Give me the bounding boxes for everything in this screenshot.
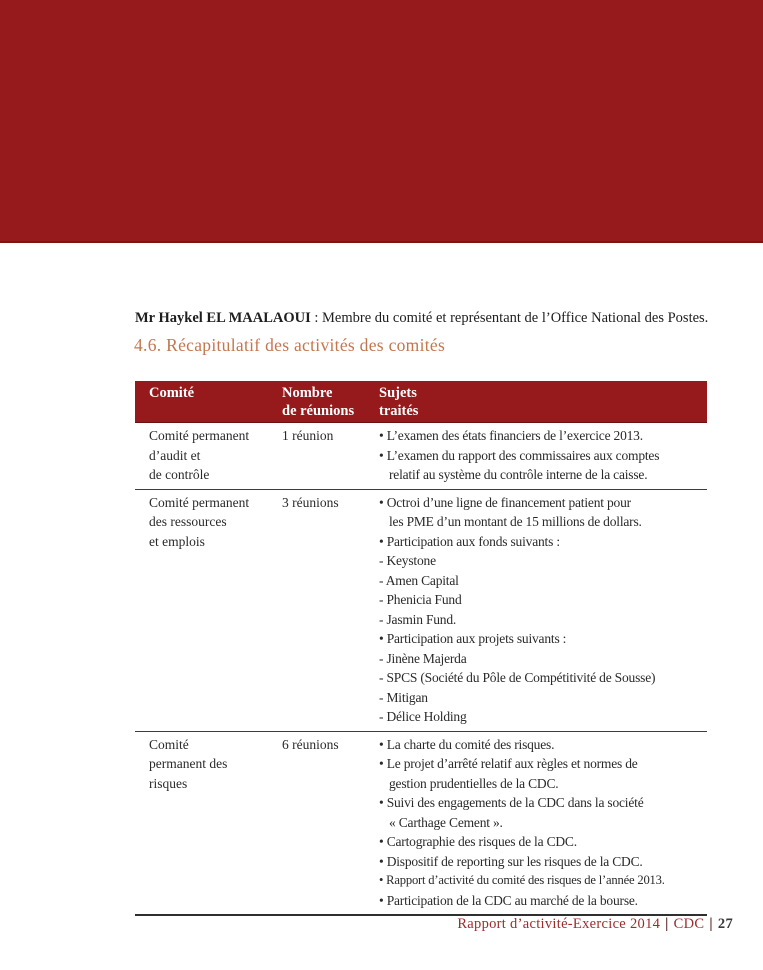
subject-line: • Participation aux fonds suivants : — [379, 533, 560, 549]
table-row-risks-committee — [135, 731, 707, 915]
committee-name-cell — [135, 731, 282, 915]
subject-line: - Délice Holding — [379, 709, 467, 724]
subject-line: • Le projet d’arrêté relatif aux règles et normes de — [379, 756, 638, 771]
subject-line: relatif au système du contrôle interne de la caisse. — [389, 467, 648, 482]
meetings-count-cell — [282, 423, 379, 490]
subjects-cell — [379, 489, 707, 731]
subject-line: - Amen Capital — [379, 572, 459, 588]
committee-name-line: Comité permanent — [149, 494, 250, 510]
meetings-count: 1 réunion — [282, 428, 334, 443]
subjects-cell — [379, 731, 707, 915]
committees-table — [135, 381, 707, 916]
subject-line: - Mitigan — [379, 689, 428, 705]
footer-separator: | — [709, 916, 713, 932]
subject-line: • Octroi d’une ligne de financement patient pour — [379, 494, 631, 510]
footer-org-label: CDC — [673, 916, 705, 932]
committee-name-line: risques — [149, 775, 188, 791]
header-meetings-line1: Nombre — [282, 385, 333, 401]
header-meetings-line2: de réunions — [282, 403, 355, 419]
table-header-row — [135, 381, 707, 423]
meetings-count: 6 réunions — [282, 736, 339, 752]
subject-line: • Participation de la CDC au marché de la bourse. — [379, 892, 638, 908]
committee-name-line: permanent des — [149, 756, 228, 771]
page-footer — [457, 916, 733, 933]
footer-separator: | — [665, 916, 669, 932]
footer-report-label: Rapport d’activité-Exercice 2014 — [457, 916, 661, 932]
committee-name-cell — [135, 423, 282, 490]
header-subjects-line2: traités — [379, 403, 419, 419]
committee-name-line: Comité — [149, 736, 189, 752]
header-committee-label: Comité — [149, 385, 195, 401]
member-name: Mr Haykel EL MAALAOUI — [135, 309, 311, 326]
committees-table-container — [135, 381, 707, 916]
subject-line: les PME d’un montant de 15 millions de dollars. — [389, 514, 642, 529]
subject-line: • Dispositif de reporting sur les risques de la CDC. — [379, 853, 643, 869]
top-red-banner — [0, 0, 763, 243]
header-committee — [135, 381, 282, 423]
table-row-audit-committee — [135, 423, 707, 490]
subject-line: - Jasmin Fund. — [379, 611, 457, 627]
meetings-count-cell — [282, 489, 379, 731]
subjects-cell — [379, 423, 707, 490]
subject-line: • Suivi des engagements de la CDC dans la société — [379, 795, 644, 810]
subject-line: • Rapport d’activité du comité des risques de l’année 2013. — [379, 873, 665, 887]
subject-line: • La charte du comité des risques. — [379, 736, 555, 752]
member-description — [135, 309, 735, 327]
committee-name-line: d’audit et — [149, 447, 201, 463]
section-title: 4.6. Récapitulatif des activités des comités — [134, 335, 446, 355]
committee-name-cell — [135, 489, 282, 731]
subject-line: - SPCS (Société du Pôle de Compétitivité de Sousse) — [379, 670, 656, 685]
meetings-count-cell — [282, 731, 379, 915]
member-role-text: : Membre du comité et représentant de l’Office National des Postes. — [310, 309, 709, 326]
page-number: 27 — [717, 916, 733, 932]
meetings-count: 3 réunions — [282, 494, 339, 510]
subject-line: • L’examen du rapport des commissaires aux comptes — [379, 447, 660, 463]
table-row-resources-committee — [135, 489, 707, 731]
subject-line: « Carthage Cement ». — [389, 814, 503, 830]
header-meetings — [282, 381, 379, 423]
header-subjects — [379, 381, 707, 423]
subject-line: - Jinène Majerda — [379, 650, 467, 666]
subject-line: • Participation aux projets suivants : — [379, 631, 567, 646]
subject-line: gestion prudentielles de la CDC. — [389, 775, 559, 791]
subject-line: • Cartographie des risques de la CDC. — [379, 834, 577, 849]
subject-line: - Keystone — [379, 553, 436, 568]
subject-line: • L’examen des états financiers de l’exercice 2013. — [379, 428, 643, 443]
committee-name-line: des ressources — [149, 514, 227, 529]
committee-name-line: de contrôle — [149, 467, 210, 482]
committee-name-line: Comité permanent — [149, 428, 250, 443]
header-subjects-line1: Sujets — [379, 385, 417, 401]
committee-name-line: et emplois — [149, 533, 205, 549]
subject-line: - Phenicia Fund — [379, 592, 462, 607]
